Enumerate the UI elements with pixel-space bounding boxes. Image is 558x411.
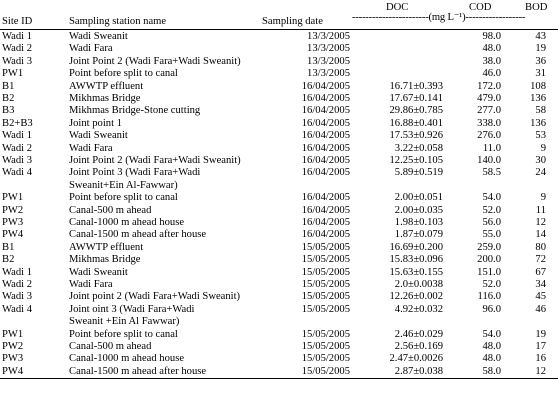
table-row bbox=[0, 268, 558, 280]
bod-value-cell: 72 bbox=[535, 254, 546, 266]
cod-value-cell: 98.0 bbox=[482, 31, 501, 42]
site-id-cell: Wadi 2 bbox=[2, 142, 33, 154]
bod-value-cell: 53 bbox=[535, 130, 546, 142]
station-column-heading: Sampling station name bbox=[69, 16, 167, 27]
site-id-cell: Wadi 2 bbox=[2, 279, 33, 290]
doc-value-cell: 16.88±0.401 bbox=[389, 117, 443, 129]
doc-value-cell: 15.83±0.096 bbox=[389, 254, 443, 266]
table-bottom-rule bbox=[0, 378, 558, 379]
table-row bbox=[0, 82, 558, 94]
station-name-cell: Canal-1000 m ahead house bbox=[69, 217, 185, 228]
station-name-cell: Canal-500 m ahead bbox=[69, 204, 152, 216]
doc-value-cell: 1.98±0.103 bbox=[394, 217, 443, 228]
units-group-rule: -----------------------(mg L⁻¹)------------------ bbox=[352, 12, 526, 23]
doc-value-cell: 16.69±0.200 bbox=[389, 241, 443, 253]
site-id-cell: B3 bbox=[2, 105, 15, 117]
site-id-cell: B2 bbox=[2, 254, 15, 266]
table-row bbox=[0, 206, 558, 218]
station-name-cell: Point before split to canal bbox=[69, 328, 178, 340]
site-id-cell: B1 bbox=[2, 80, 15, 92]
station-name-cell: Joint Point 2 (Wadi Fara+Wadi Sweanit) bbox=[69, 155, 241, 166]
station-name-cell: Mikhmas Bridge bbox=[69, 93, 141, 104]
station-name-cell: Joint point 1 bbox=[69, 117, 122, 129]
station-name-cell: Wadi Fara bbox=[69, 142, 113, 154]
site-id-cell: PW1 bbox=[2, 68, 24, 80]
site-id-cell: B2 bbox=[2, 93, 15, 104]
bod-value-cell: 30 bbox=[535, 155, 546, 166]
site-id-cell: Wadi 4 bbox=[2, 303, 33, 315]
sampling-date-cell: 16/04/2005 bbox=[301, 105, 350, 117]
cod-value-cell: 140.0 bbox=[477, 155, 501, 166]
station-name-cell: Canal-1500 m ahead after house bbox=[69, 229, 207, 241]
doc-value-cell: 2.46±0.029 bbox=[394, 328, 443, 340]
bod-value-cell: 45 bbox=[535, 291, 546, 303]
table-row bbox=[0, 193, 558, 205]
station-name-cell: Canal-500 m ahead bbox=[69, 341, 152, 352]
cod-value-cell: 48.0 bbox=[482, 43, 501, 55]
cod-value-cell: 55.0 bbox=[482, 229, 501, 241]
bod-value-cell: 67 bbox=[535, 266, 546, 278]
table-row bbox=[0, 131, 558, 143]
sampling-date-cell: 15/05/2005 bbox=[301, 365, 350, 377]
table-row bbox=[0, 342, 558, 354]
table-row bbox=[0, 230, 558, 242]
cod-value-cell: 54.0 bbox=[482, 192, 501, 204]
station-name-cell: Joint oint 3 (Wadi Fara+Wadi bbox=[69, 303, 195, 315]
station-name-cell: Mikhmas Bridge-Stone cutting bbox=[69, 105, 201, 117]
table-row bbox=[0, 156, 558, 168]
sampling-date-cell: 15/05/2005 bbox=[301, 241, 350, 253]
table-row bbox=[0, 218, 558, 230]
cod-value-cell: 151.0 bbox=[477, 266, 501, 278]
station-name-cell: Joint point 2 (Wadi Fara+Wadi Sweanit) bbox=[69, 291, 241, 303]
doc-value-cell: 2.87±0.038 bbox=[394, 365, 443, 377]
table-row bbox=[0, 144, 558, 156]
site-id-cell: Wadi 3 bbox=[2, 291, 33, 303]
doc-value-cell: 12.26±0.002 bbox=[389, 291, 443, 303]
cod-value-cell: 479.0 bbox=[477, 93, 501, 104]
cod-column-heading: COD bbox=[469, 2, 492, 13]
doc-value-cell: 12.25±0.105 bbox=[389, 155, 443, 166]
station-name-cell: Wadi Sweanit bbox=[69, 266, 128, 278]
cod-value-cell: 52.0 bbox=[482, 279, 501, 290]
station-name-cell: Wadi Sweanit bbox=[69, 31, 128, 42]
station-name-cell: Wadi Fara bbox=[69, 279, 113, 290]
date-column-heading: Sampling date bbox=[262, 16, 323, 27]
sampling-date-cell: 15/05/2005 bbox=[301, 328, 350, 340]
doc-value-cell: 1.87±0.079 bbox=[394, 229, 443, 241]
doc-value-cell: 5.89±0.519 bbox=[394, 167, 443, 179]
sampling-date-cell: 16/04/2005 bbox=[301, 192, 350, 204]
bod-value-cell: 16 bbox=[535, 353, 546, 365]
bod-value-cell: 12 bbox=[535, 365, 546, 377]
sampling-date-cell: 16/04/2005 bbox=[301, 93, 350, 104]
table-row bbox=[0, 243, 558, 255]
site-id-cell: B2+B3 bbox=[2, 117, 33, 129]
doc-value-cell: 2.0±0.0038 bbox=[394, 279, 443, 290]
table-row bbox=[0, 57, 558, 69]
sampling-date-cell: 13/3/2005 bbox=[307, 68, 350, 80]
doc-value-cell: 16.71±0.393 bbox=[389, 80, 443, 92]
site-id-column-heading: Site ID bbox=[2, 16, 33, 27]
doc-value-cell: 17.53±0.926 bbox=[389, 130, 443, 142]
station-name-cell: Mikhmas Bridge bbox=[69, 254, 141, 266]
site-id-cell: PW3 bbox=[2, 217, 24, 228]
cod-value-cell: 96.0 bbox=[482, 303, 501, 315]
cod-value-cell: 200.0 bbox=[477, 254, 501, 266]
cod-value-cell: 52.0 bbox=[482, 204, 501, 216]
station-name-cell: Wadi Fara bbox=[69, 43, 113, 55]
sampling-date-cell: 16/04/2005 bbox=[301, 117, 350, 129]
bod-value-cell: 9 bbox=[540, 142, 546, 154]
sampling-date-cell: 16/04/2005 bbox=[301, 204, 350, 216]
site-id-cell: Wadi 2 bbox=[2, 43, 33, 55]
sampling-date-cell: 13/3/2005 bbox=[307, 55, 350, 67]
cod-value-cell: 116.0 bbox=[477, 291, 501, 303]
sampling-date-cell: 16/04/2005 bbox=[301, 217, 350, 228]
doc-value-cell: 4.92±0.032 bbox=[394, 303, 443, 315]
site-id-cell: B1 bbox=[2, 241, 15, 253]
site-id-cell: PW2 bbox=[2, 204, 24, 216]
bod-value-cell: 9 bbox=[540, 192, 546, 204]
cod-value-cell: 54.0 bbox=[482, 328, 501, 340]
table-row bbox=[0, 94, 558, 106]
site-id-cell: PW1 bbox=[2, 328, 24, 340]
sampling-date-cell: 16/04/2005 bbox=[301, 130, 350, 142]
table-row bbox=[0, 44, 558, 56]
sampling-date-cell: 15/05/2005 bbox=[301, 303, 350, 315]
table-row bbox=[0, 167, 558, 191]
station-name-cell: Point before split to canal bbox=[69, 192, 178, 204]
bod-value-cell: 19 bbox=[535, 43, 546, 55]
site-id-cell: Wadi 1 bbox=[2, 31, 33, 42]
sampling-date-cell: 15/05/2005 bbox=[301, 353, 350, 365]
doc-value-cell: 3.22±0.058 bbox=[394, 142, 443, 154]
bod-value-cell: 31 bbox=[535, 68, 546, 80]
table-row bbox=[0, 255, 558, 267]
bod-value-cell: 36 bbox=[535, 55, 546, 67]
table-row bbox=[0, 367, 558, 379]
sampling-date-cell: 16/04/2005 bbox=[301, 155, 350, 166]
site-id-cell: PW3 bbox=[2, 353, 24, 365]
site-id-cell: Wadi 3 bbox=[2, 155, 33, 166]
station-name-cell: Canal-1500 m ahead after house bbox=[69, 365, 207, 377]
station-name-cont-cell: Sweanit+Ein Al-Fawwar) bbox=[69, 179, 178, 191]
bod-value-cell: 58 bbox=[535, 105, 546, 117]
cod-value-cell: 38.0 bbox=[482, 55, 501, 67]
table-row bbox=[0, 106, 558, 118]
cod-value-cell: 48.0 bbox=[482, 353, 501, 365]
table-row bbox=[0, 32, 558, 44]
table-header bbox=[0, 0, 558, 30]
bod-value-cell: 24 bbox=[535, 167, 546, 179]
site-id-cell: PW4 bbox=[2, 365, 24, 377]
station-name-cell: Joint Point 3 (Wadi Fara+Wadi bbox=[69, 167, 201, 179]
doc-value-cell: 2.00±0.051 bbox=[394, 192, 443, 204]
doc-value-cell: 17.67±0.141 bbox=[389, 93, 443, 104]
doc-column-heading: DOC bbox=[386, 2, 409, 13]
site-id-cell: PW4 bbox=[2, 229, 24, 241]
station-name-cell: AWWTP effluent bbox=[69, 80, 144, 92]
cod-value-cell: 58.5 bbox=[482, 167, 501, 179]
table-row bbox=[0, 303, 558, 328]
table-row bbox=[0, 354, 558, 366]
doc-value-cell: 2.47±0.0026 bbox=[389, 353, 443, 365]
bod-value-cell: 19 bbox=[535, 328, 546, 340]
cod-value-cell: 58.0 bbox=[482, 365, 501, 377]
station-name-cell: Joint Point 2 (Wadi Fara+Wadi Sweanit) bbox=[69, 55, 241, 67]
bod-value-cell: 108 bbox=[530, 80, 546, 92]
site-id-cell: PW2 bbox=[2, 341, 24, 352]
bod-value-cell: 43 bbox=[535, 31, 546, 42]
doc-value-cell: 2.00±0.035 bbox=[394, 204, 443, 216]
sampling-date-cell: 13/3/2005 bbox=[307, 31, 350, 42]
bod-value-cell: 14 bbox=[535, 229, 546, 241]
bod-value-cell: 12 bbox=[535, 217, 546, 228]
sampling-date-cell: 16/04/2005 bbox=[301, 167, 350, 179]
site-id-cell: PW1 bbox=[2, 192, 24, 204]
cod-value-cell: 338.0 bbox=[477, 117, 501, 129]
bod-value-cell: 46 bbox=[535, 303, 546, 315]
sampling-date-cell: 16/04/2005 bbox=[301, 229, 350, 241]
cod-value-cell: 56.0 bbox=[482, 217, 501, 228]
header-rule bbox=[0, 29, 558, 30]
table-row bbox=[0, 280, 558, 292]
site-id-cell: Wadi 1 bbox=[2, 130, 33, 142]
doc-value-cell: 2.56±0.169 bbox=[394, 341, 443, 352]
cod-value-cell: 48.0 bbox=[482, 341, 501, 352]
site-id-cell: Wadi 4 bbox=[2, 167, 33, 179]
sampling-date-cell: 15/05/2005 bbox=[301, 266, 350, 278]
cod-value-cell: 276.0 bbox=[477, 130, 501, 142]
bod-value-cell: 17 bbox=[535, 341, 546, 352]
cod-value-cell: 46.0 bbox=[482, 68, 501, 80]
cod-value-cell: 277.0 bbox=[477, 105, 501, 117]
table-row bbox=[0, 119, 558, 131]
bod-value-cell: 136 bbox=[530, 117, 546, 129]
station-name-cell: Wadi Sweanit bbox=[69, 130, 128, 142]
table-row bbox=[0, 69, 558, 81]
bod-value-cell: 80 bbox=[535, 241, 546, 253]
station-name-cont-cell: Sweanit +Ein Al Fawwar) bbox=[69, 316, 180, 328]
station-name-cell: Point before split to canal bbox=[69, 68, 178, 80]
sampling-date-cell: 13/3/2005 bbox=[307, 43, 350, 55]
sampling-date-cell: 16/04/2005 bbox=[301, 80, 350, 92]
bod-value-cell: 34 bbox=[535, 279, 546, 290]
bod-value-cell: 11 bbox=[535, 204, 546, 216]
bod-value-cell: 136 bbox=[530, 93, 546, 104]
sampling-date-cell: 16/04/2005 bbox=[301, 142, 350, 154]
site-id-cell: Wadi 3 bbox=[2, 55, 33, 67]
site-id-cell: Wadi 1 bbox=[2, 266, 33, 278]
doc-value-cell: 29.86±0.785 bbox=[389, 105, 443, 117]
table-row bbox=[0, 330, 558, 342]
cod-value-cell: 11.0 bbox=[482, 142, 501, 154]
bod-column-heading: BOD bbox=[525, 2, 548, 13]
sampling-date-cell: 15/05/2005 bbox=[301, 341, 350, 352]
cod-value-cell: 172.0 bbox=[477, 80, 501, 92]
table-row bbox=[0, 292, 558, 304]
station-name-cell: AWWTP effluent bbox=[69, 241, 144, 253]
station-name-cell: Canal-1000 m ahead house bbox=[69, 353, 185, 365]
cod-value-cell: 259.0 bbox=[477, 241, 501, 253]
sampling-date-cell: 15/05/2005 bbox=[301, 254, 350, 266]
sampling-date-cell: 15/05/2005 bbox=[301, 279, 350, 290]
sampling-date-cell: 15/05/2005 bbox=[301, 291, 350, 303]
doc-value-cell: 15.63±0.155 bbox=[389, 266, 443, 278]
